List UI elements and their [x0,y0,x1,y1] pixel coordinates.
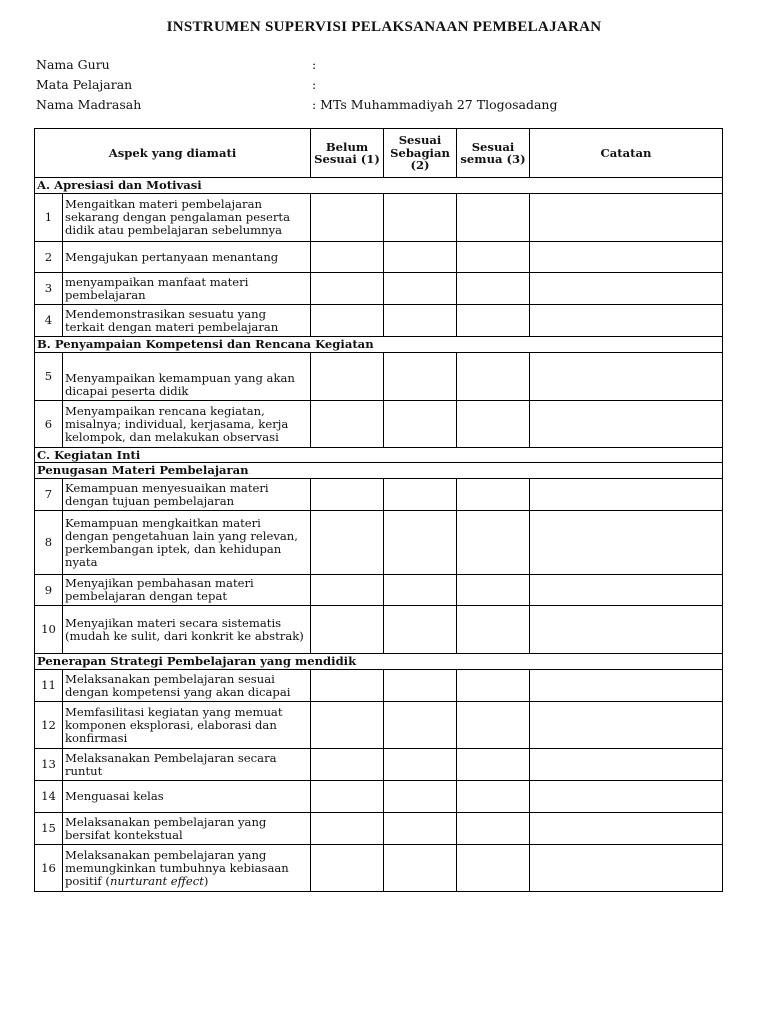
table-row [35,511,723,575]
sesuai-sebagian-cell[interactable] [384,242,457,273]
supervision-table [34,128,723,892]
sesuai-sebagian-cell[interactable] [384,194,457,242]
info-label: Nama Madrasah [36,97,142,112]
belum-sesuai-cell[interactable] [311,242,384,273]
section-row [35,448,723,463]
catatan-cell[interactable] [530,575,723,606]
table-row [35,401,723,448]
item-aspect: Menguasai kelas [63,781,311,813]
info-value: : MTs Muhammadiyah 27 Tlogosadang [312,97,558,112]
table-row [35,749,723,781]
subsection-strategi-heading: Penerapan Strategi Pembelajaran yang mendidik [35,654,723,670]
catatan-cell[interactable] [530,606,723,654]
belum-sesuai-cell[interactable] [311,353,384,401]
sesuai-semua-cell[interactable] [457,511,530,575]
belum-sesuai-cell[interactable] [311,273,384,305]
catatan-cell[interactable] [530,670,723,702]
belum-sesuai-cell[interactable] [311,479,384,511]
sesuai-semua-cell[interactable] [457,749,530,781]
item-number: 11 [35,670,63,702]
sesuai-semua-cell[interactable] [457,194,530,242]
sesuai-sebagian-cell[interactable] [384,511,457,575]
header-catatan: Catatan [530,129,723,178]
item-aspect-text-end: ) [203,873,209,888]
item-number: 14 [35,781,63,813]
sesuai-semua-cell[interactable] [457,670,530,702]
sesuai-sebagian-cell[interactable] [384,749,457,781]
catatan-cell[interactable] [530,194,723,242]
catatan-cell[interactable] [530,242,723,273]
item-aspect: Kemampuan mengkaitkan materi dengan pengetahuan lain yang relevan, perkembangan iptek, dan kehidupan nyata [63,511,311,575]
belum-sesuai-cell[interactable] [311,670,384,702]
sesuai-sebagian-cell[interactable] [384,273,457,305]
item-aspect: Mengajukan pertanyaan menantang [63,242,311,273]
table-row [35,194,723,242]
sesuai-sebagian-cell[interactable] [384,670,457,702]
info-value: : [312,57,317,72]
item-number: 15 [35,813,63,845]
sesuai-sebagian-cell[interactable] [384,353,457,401]
sesuai-semua-cell[interactable] [457,242,530,273]
item-number: 8 [35,511,63,575]
catatan-cell[interactable] [530,401,723,448]
item-aspect: Menyampaikan rencana kegiatan, misalnya; individual, kerjasama, kerja kelompok, dan melakukan observasi [63,401,311,448]
belum-sesuai-cell[interactable] [311,511,384,575]
catatan-cell[interactable] [530,479,723,511]
sesuai-sebagian-cell[interactable] [384,813,457,845]
sesuai-sebagian-cell[interactable] [384,702,457,749]
belum-sesuai-cell[interactable] [311,194,384,242]
table-row [35,353,723,401]
section-b-heading: B. Penyampaian Kompetensi dan Rencana Kegiatan [35,337,723,353]
catatan-cell[interactable] [530,813,723,845]
sesuai-semua-cell[interactable] [457,781,530,813]
item-aspect: Melaksanakan Pembelajaran secara runtut [63,749,311,781]
item-aspect: menyampaikan manfaat materi pembelajaran [63,273,311,305]
table-row [35,273,723,305]
header-sesuai-semua: Sesuai semua (3) [457,129,530,178]
catatan-cell[interactable] [530,781,723,813]
info-label: Mata Pelajaran [36,77,133,92]
section-row [35,337,723,353]
info-label: Nama Guru [36,57,110,72]
header-belum-sesuai: Belum Sesuai (1) [311,129,384,178]
belum-sesuai-cell[interactable] [311,749,384,781]
subsection-penugasan-heading: Penugasan Materi Pembelajaran [35,463,723,479]
sesuai-sebagian-cell[interactable] [384,401,457,448]
table-row [35,305,723,337]
catatan-cell[interactable] [530,511,723,575]
table-row [35,242,723,273]
item-aspect: Mendemonstrasikan sesuatu yang terkait dengan materi pembelajaran [63,305,311,337]
section-c-heading: C. Kegiatan Inti [35,448,723,463]
item-aspect-text: Melaksanakan pembelajaran yang memungkinkan tumbuhnya kebiasaan positif ( [65,847,289,888]
catatan-cell[interactable] [530,305,723,337]
table-row [35,781,723,813]
item-aspect: Melaksanakan pembelajaran sesuai dengan kompetensi yang akan dicapai [63,670,311,702]
item-aspect-emphasis: nurturant effect [109,873,204,888]
sesuai-semua-cell[interactable] [457,401,530,448]
item-number: 1 [35,194,63,242]
sesuai-semua-cell[interactable] [457,702,530,749]
sesuai-semua-cell[interactable] [457,575,530,606]
sesuai-semua-cell[interactable] [457,813,530,845]
item-number: 3 [35,273,63,305]
item-number: 9 [35,575,63,606]
header-aspect: Aspek yang diamati [35,129,311,178]
sesuai-semua-cell[interactable] [457,273,530,305]
belum-sesuai-cell[interactable] [311,813,384,845]
belum-sesuai-cell[interactable] [311,845,384,892]
item-number: 10 [35,606,63,654]
belum-sesuai-cell[interactable] [311,781,384,813]
header-sesuai-sebagian: Sesuai Sebagian (2) [384,129,457,178]
section-row [35,178,723,194]
item-aspect: Kemampuan menyesuaikan materi dengan tujuan pembelajaran [63,479,311,511]
item-aspect: Menyajikan materi secara sistematis (mudah ke sulit, dari konkrit ke abstrak) [63,606,311,654]
belum-sesuai-cell[interactable] [311,606,384,654]
page-title: INSTRUMEN SUPERVISI PELAKSANAAN PEMBELAJARAN [166,19,602,35]
sesuai-sebagian-cell[interactable] [384,305,457,337]
catatan-cell[interactable] [530,702,723,749]
item-aspect: Menyampaikan kemampuan yang akan dicapai peserta didik [63,353,311,401]
table-row [35,845,723,892]
item-number: 16 [35,845,63,892]
catatan-cell[interactable] [530,749,723,781]
item-aspect [63,845,311,892]
info-value: : [312,77,317,92]
belum-sesuai-cell[interactable] [311,702,384,749]
item-aspect: Memfasilitasi kegiatan yang memuat komponen eksplorasi, elaborasi dan konfirmasi [63,702,311,749]
item-number: 6 [35,401,63,448]
sesuai-sebagian-cell[interactable] [384,479,457,511]
catatan-cell[interactable] [530,353,723,401]
item-aspect: Melaksanakan pembelajaran yang bersifat kontekstual [63,813,311,845]
belum-sesuai-cell[interactable] [311,305,384,337]
sesuai-semua-cell[interactable] [457,479,530,511]
table-row [35,813,723,845]
item-number: 2 [35,242,63,273]
item-aspect: Menyajikan pembahasan materi pembelajaran dengan tepat [63,575,311,606]
catatan-cell[interactable] [530,845,723,892]
sesuai-semua-cell[interactable] [457,353,530,401]
subsection-row [35,654,723,670]
sesuai-semua-cell[interactable] [457,606,530,654]
sesuai-sebagian-cell[interactable] [384,845,457,892]
belum-sesuai-cell[interactable] [311,575,384,606]
sesuai-sebagian-cell[interactable] [384,781,457,813]
table-row [35,702,723,749]
section-a-heading: A. Apresiasi dan Motivasi [35,178,723,194]
sesuai-semua-cell[interactable] [457,305,530,337]
subsection-row [35,463,723,479]
item-number: 4 [35,305,63,337]
item-number: 7 [35,479,63,511]
item-aspect: Mengaitkan materi pembelajaran sekarang dengan pengalaman peserta didik atau pembelajaran sebelumnya [63,194,311,242]
table-row [35,575,723,606]
sesuai-sebagian-cell[interactable] [384,575,457,606]
item-number: 13 [35,749,63,781]
sesuai-semua-cell[interactable] [457,845,530,892]
header-row [35,129,723,178]
item-number: 12 [35,702,63,749]
belum-sesuai-cell[interactable] [311,401,384,448]
table-row [35,670,723,702]
table-row [35,479,723,511]
catatan-cell[interactable] [530,273,723,305]
sesuai-sebagian-cell[interactable] [384,606,457,654]
table-row [35,606,723,654]
item-number: 5 [35,353,63,401]
